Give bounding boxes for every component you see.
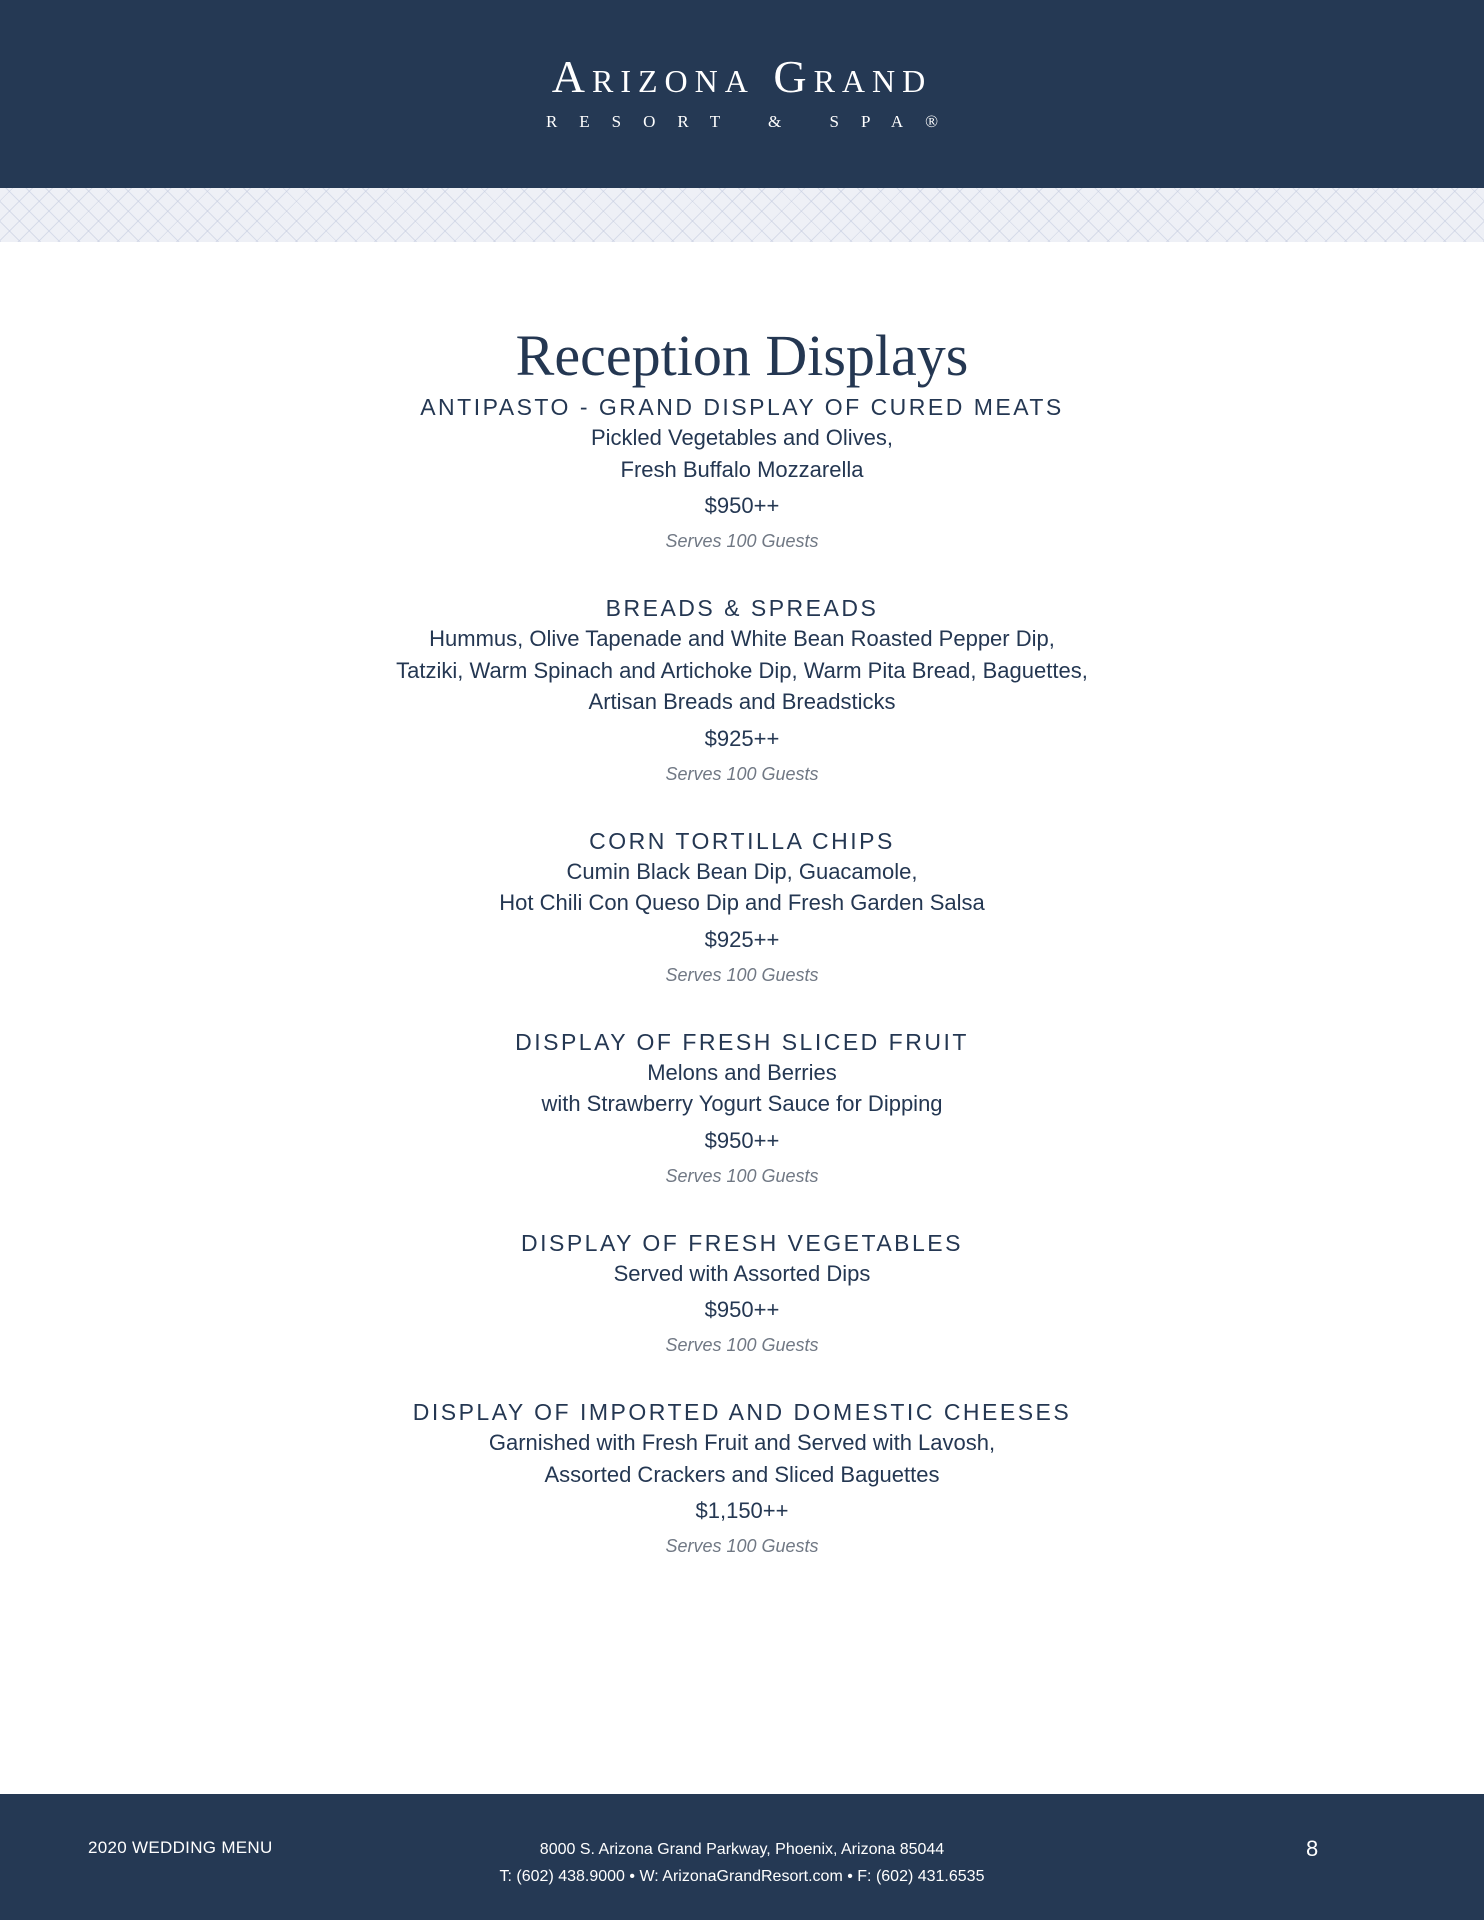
- menu-item: [0, 826, 1484, 987]
- menu-item-description: Hot Chili Con Queso Dip and Fresh Garden Salsa: [499, 890, 985, 915]
- menu-item: [0, 392, 1484, 553]
- menu-item-description: Melons and Berries: [647, 1059, 837, 1085]
- menu-item: [0, 1027, 1484, 1188]
- menu-item-description: with Strawberry Yogurt Sauce for Dipping: [541, 1091, 943, 1116]
- menu-item-serves: Serves 100 Guests: [665, 1335, 819, 1355]
- menu-item-serves: Serves 100 Guests: [665, 763, 819, 784]
- menu-item-serves: Serves 100 Guests: [665, 531, 819, 551]
- menu-item-price: $925++: [704, 725, 780, 751]
- menu-item-name: CORN TORTILLA CHIPS: [589, 827, 895, 854]
- menu-item-description: Pickled Vegetables and Olives,: [590, 425, 894, 450]
- menu-item-price: $1,150++: [695, 1498, 789, 1523]
- footer: [0, 1794, 1484, 1920]
- menu-item-description: Tatziki, Warm Spinach and Artichoke Dip, Warm Pita Bread, Baguettes,: [396, 657, 1088, 683]
- footer-contact-block: [0, 1836, 1484, 1890]
- menu-item-price: $950++: [704, 493, 780, 518]
- footer-menu-label: 2020 WEDDING MENU: [88, 1838, 273, 1857]
- decorative-pattern-band: [0, 188, 1484, 242]
- brand-logo-name: Arizona Grand: [551, 51, 933, 102]
- footer-contact-line: T: (602) 438.9000 • W: ArizonaGrandResort.com • F: (602) 431.6535: [499, 1868, 985, 1885]
- menu-item-serves: Serves 100 Guests: [665, 1536, 819, 1556]
- menu-item-name: DISPLAY OF IMPORTED AND DOMESTIC CHEESES: [412, 1399, 1072, 1425]
- page-title: Reception Displays: [515, 322, 969, 388]
- menu-item-name: DISPLAY OF FRESH SLICED FRUIT: [515, 1028, 969, 1055]
- menu-item: [0, 593, 1484, 786]
- menu-item-serves: Serves 100 Guests: [665, 964, 819, 985]
- menu-item-name: BREADS & SPREADS: [605, 595, 879, 621]
- header-banner: [0, 0, 1484, 188]
- menu-item: [0, 1397, 1484, 1558]
- menu-item-description: Fresh Buffalo Mozzarella: [620, 456, 864, 482]
- footer-address: 8000 S. Arizona Grand Parkway, Phoenix, Arizona 85044: [539, 1841, 945, 1858]
- menu-item-name: DISPLAY OF FRESH VEGETABLES: [520, 1229, 963, 1256]
- menu-item-description: Assorted Crackers and Sliced Baguettes: [544, 1461, 940, 1487]
- menu-item-price: $950++: [704, 1297, 780, 1322]
- menu-item-description: Served with Assorted Dips: [613, 1260, 871, 1286]
- menu-item-description: Garnished with Fresh Fruit and Served with Lavosh,: [488, 1430, 996, 1455]
- brand-logo-subtitle: RESORT & SPA®: [545, 112, 961, 131]
- menu-item-serves: Serves 100 Guests: [665, 1165, 819, 1186]
- menu-item-description: Cumin Black Bean Dip, Guacamole,: [566, 858, 918, 884]
- menu-item: [0, 1228, 1484, 1358]
- page-number: 8: [1306, 1836, 1319, 1861]
- menu-item-name: ANTIPASTO - GRAND DISPLAY OF CURED MEATS: [420, 394, 1064, 420]
- menu-item-price: $925++: [704, 926, 780, 952]
- menu-item-description: Artisan Breads and Breadsticks: [588, 689, 896, 714]
- menu-item-description: Hummus, Olive Tapenade and White Bean Roasted Pepper Dip,: [429, 626, 1055, 651]
- menu-list: [0, 392, 1484, 1598]
- menu-item-price: $950++: [704, 1127, 780, 1153]
